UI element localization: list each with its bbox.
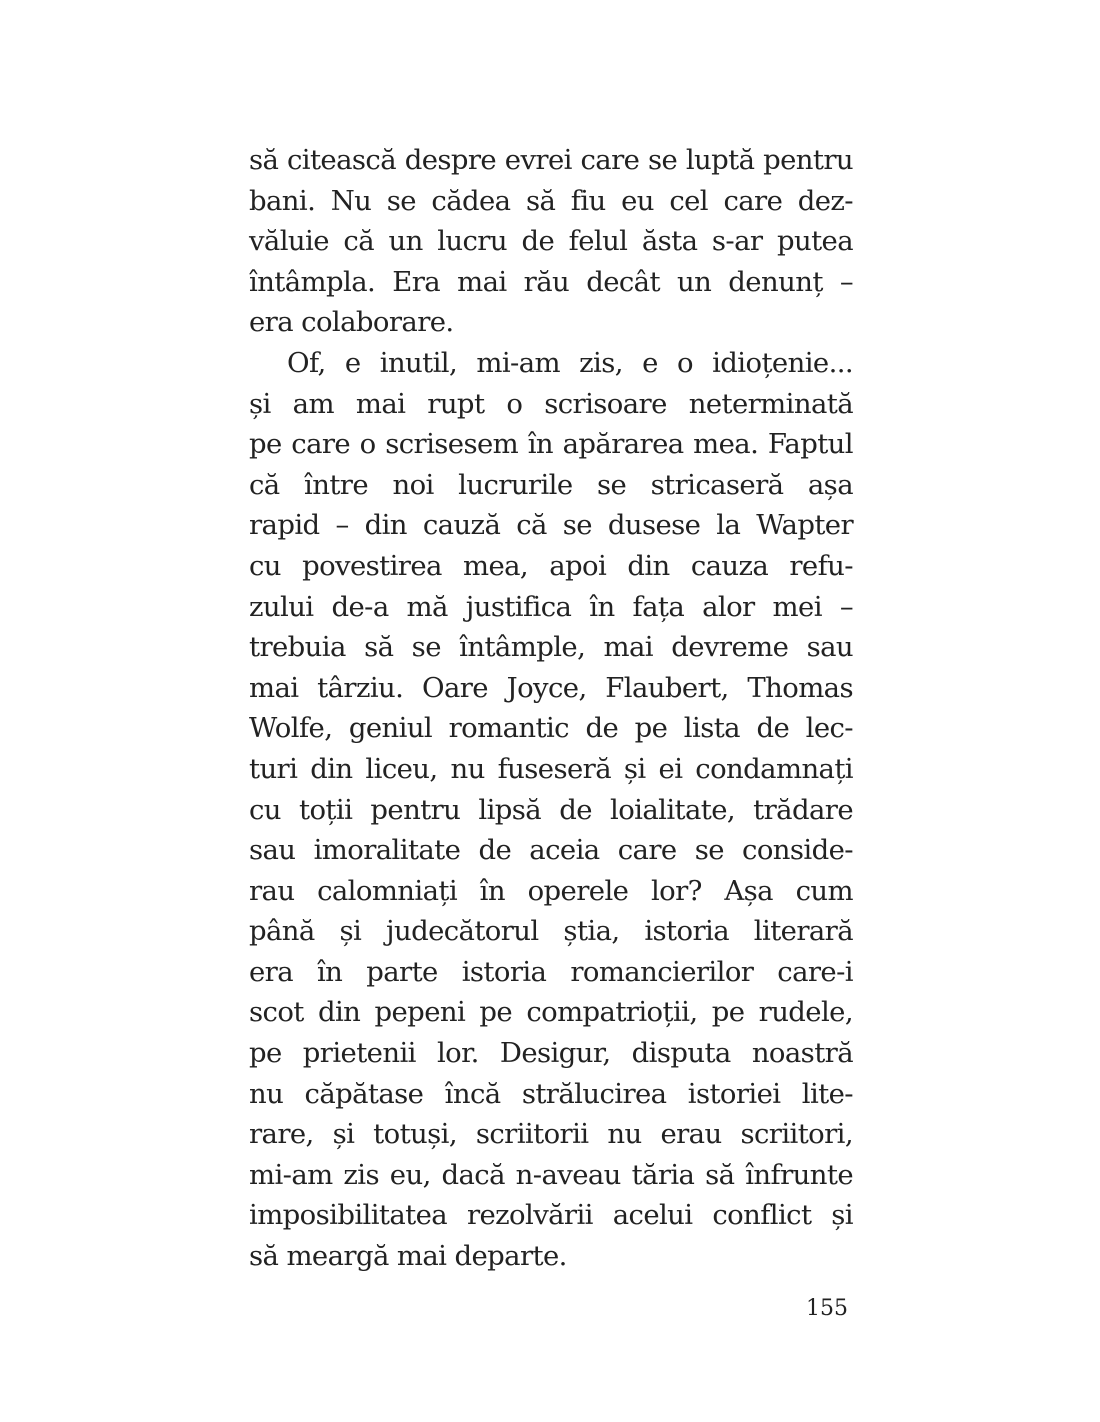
text-line: Wolfe, geniul romantic de pe lista de lec- xyxy=(249,712,853,745)
text-line: să meargă mai departe. xyxy=(249,1240,567,1273)
text-line: sau imoralitate de aceia care se conside- xyxy=(249,834,853,867)
text-line: că între noi lucrurile se stricaseră așa xyxy=(249,468,853,501)
text-line: turi din liceu, nu fuseseră și ei condamnați xyxy=(249,752,853,785)
text-line: să citească despre evrei care se luptă pentru xyxy=(249,144,853,176)
page-number: 155 xyxy=(806,1296,848,1321)
text-line: rare, și totuși, scriitorii nu erau scriitori, xyxy=(249,1118,853,1151)
text-line: pe care o scrisesem în apărarea mea. Faptul xyxy=(249,428,853,461)
text-line: era colaborare. xyxy=(249,306,454,339)
paragraph xyxy=(249,343,853,1277)
text-line: scot din pepeni pe compatrioții, pe rudele, xyxy=(249,996,853,1029)
text-line: pe prietenii lor. Desigur, disputa noastră xyxy=(249,1037,853,1070)
text-line: rapid – din cauză că se dusese la Wapter xyxy=(249,509,853,542)
text-line: trebuia să se întâmple, mai devreme sau xyxy=(249,631,853,664)
text-line: mi-am zis eu, dacă n-aveau tăria să înfrunte xyxy=(249,1158,853,1191)
text-line: mai târziu. Oare Joyce, Flaubert, Thomas xyxy=(249,671,853,704)
text-line: zului de-a mă justifica în fața alor mei – xyxy=(249,590,853,623)
text-line: era în parte istoria romancierilor care-i xyxy=(249,955,853,988)
text-line: bani. Nu se cădea să fiu eu cel care dez- xyxy=(249,184,853,217)
text-line: întâmpla. Era mai rău decât un denunț – xyxy=(249,265,853,298)
text-line: rau calomniați în operele lor? Așa cum xyxy=(249,874,853,907)
paragraph xyxy=(249,140,853,343)
text-line: imposibilitatea rezolvării acelui conflict și xyxy=(249,1199,853,1232)
text-line: cu toții pentru lipsă de loialitate, trădare xyxy=(249,793,853,826)
text-line: până și judecătorul știa, istoria literară xyxy=(249,915,853,948)
body-text xyxy=(249,140,853,1277)
text-line: văluie că un lucru de felul ăsta s-ar putea xyxy=(249,225,853,258)
text-line: cu povestirea mea, apoi din cauza refu- xyxy=(249,549,853,582)
text-line: nu căpătase încă strălucirea istoriei lite- xyxy=(249,1077,853,1110)
text-line: și am mai rupt o scrisoare neterminată xyxy=(249,387,853,420)
text-line: Of, e inutil, mi-am zis, e o idioțenie... xyxy=(287,346,853,379)
